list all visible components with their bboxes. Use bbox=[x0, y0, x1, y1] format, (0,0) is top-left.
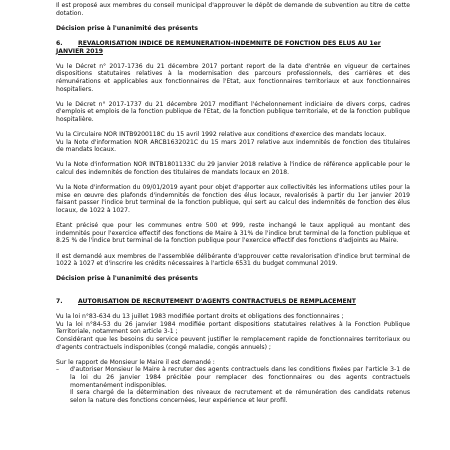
s6-paragraph: Etant précisé que pour les communes entre 500 et 999, reste inchangé le taux appliqué au montant des indemnités pour l'exercice effectif des fonctions de Maire à 31% de l'indice brut terminal de la fonction publique et 8.25 % de l'indice brut terminal de la fonction publique pour l'exercice effectif des fonctions d'adjoints au Maire. bbox=[56, 222, 410, 245]
intro-paragraph: Il est proposé aux membres du conseil municipal d'approuver le dépôt de demande de subvention au titre de cette dotation. bbox=[56, 2, 410, 17]
s6-paragraph: Vu la Note d'information du 09/01/2019 ayant pour objet d'apporter aux collectivités les informations utiles pour la mise en œuvre des plafonds d'indemnités de fonction des élus locaux, revalorisés à partir du 1er janvier 2019 faisant passer l'indice brut terminal de la fonction publique, qui sert au calcul des indemnités de fonction des élus locaux, de 1022 à 1027. bbox=[56, 184, 410, 215]
s6-paragraph: Vu la Note d'information NOR INTB1801133C du 29 janvier 2018 relative à l'indice de référence applicable pour le calcul des indemnités de fonction des titulaires de mandats locaux en 2018. bbox=[56, 161, 410, 177]
s6-paragraph: Vu le Décret n° 2017-1737 du 21 décembre 2017 modifiant l'échelonnement indiciaire de divers corps, cadres d'emplois et emplois de la fonction publique de l'Etat, de la fonction publique territoriale, et de la fonction publique hospitalière. bbox=[56, 100, 410, 123]
s6-paragraph: Il est demandé aux membres de l'assemblée délibérante d'approuver cette revalorisation d'indice brut terminal de 1022 à 1027 et d'inscrire les crédits nécessaires à l'article 6531 du budget communal 2019. bbox=[56, 252, 410, 268]
s7-list-continuation: Il sera chargé de la détermination des niveaux de recrutement et de rémunération des candidats retenus selon la nature des fonctions concernées, leur expérience et leur profil. bbox=[70, 389, 410, 404]
s7-list bbox=[56, 366, 410, 389]
decision-1: Décision prise à l'unanimité des présents bbox=[56, 24, 198, 32]
s6-paragraph: Vu le Décret n° 2017-1736 du 21 décembre 2017 portant report de la date d'entrée en vigueur de certaines dispositions statutaires relatives à la modernisation des parcours professionnels, des carrières et des rémunérations et applicables aux fonctionnaires de l'Etat, aux fonctionnaires territoriaux et aux fonctionnaires hospitaliers. bbox=[56, 62, 410, 93]
list-item: – d'autoriser Monsieur le Maire à recruter des agents contractuels dans les conditions fixées par l'article 3-1 de la loi du 26 janvier 1984 précitée pour remplacer des fonctionnaires ou des agents contractuels momentanément indisponibles. bbox=[56, 366, 410, 389]
section-7-title: AUTORISATION DE RECRUTEMENT D'AGENTS CONTRACTUELS DE REMPLACEMENT bbox=[78, 297, 356, 305]
s6-paragraph: Vu la Circulaire NOR INTB9200118C du 15 avril 1992 relative aux conditions d'exercice des mandats locaux. bbox=[56, 131, 387, 139]
s7-vu-line: Vu la loi n°83-634 du 13 juillet 1983 modifiée portant droits et obligations des fonctionnaires ; bbox=[56, 313, 344, 321]
section-6-title: REVALORISATION INDICE DE REMUNERATION-INDEMNITE DE FONCTION DES ELUS AU 1er JANVIER 2019 bbox=[56, 39, 381, 55]
decision-2: Décision prise à l'unanimité des présents bbox=[56, 275, 198, 283]
s6-paragraph: Vu la Note d'information NOR ARCB1632021C du 15 mars 2017 relative aux indemnités de fonction des titulaires de mandats locaux. bbox=[56, 138, 410, 154]
s7-vu-line: Vu la loi n°84-53 du 26 janvier 1984 modifiée portant dispositions statutaires relatives à la Fonction Publique Territoriale, notamment son article 3-1 ; bbox=[56, 320, 410, 336]
section-7-number: 7. bbox=[56, 297, 63, 305]
s7-vu-line: Considérant que les besoins du service peuvent justifier le remplacement rapide de fonctionnaires territoriaux ou d'agents contractuels indisponibles (congé maladie, congés annuels) ; bbox=[56, 335, 410, 351]
section-6-number: 6. bbox=[56, 39, 63, 47]
s7-rapport: Sur le rapport de Monsieur le Maire il est demandé : bbox=[56, 358, 215, 366]
section-7-heading bbox=[56, 298, 410, 306]
section-6-heading bbox=[56, 40, 410, 55]
